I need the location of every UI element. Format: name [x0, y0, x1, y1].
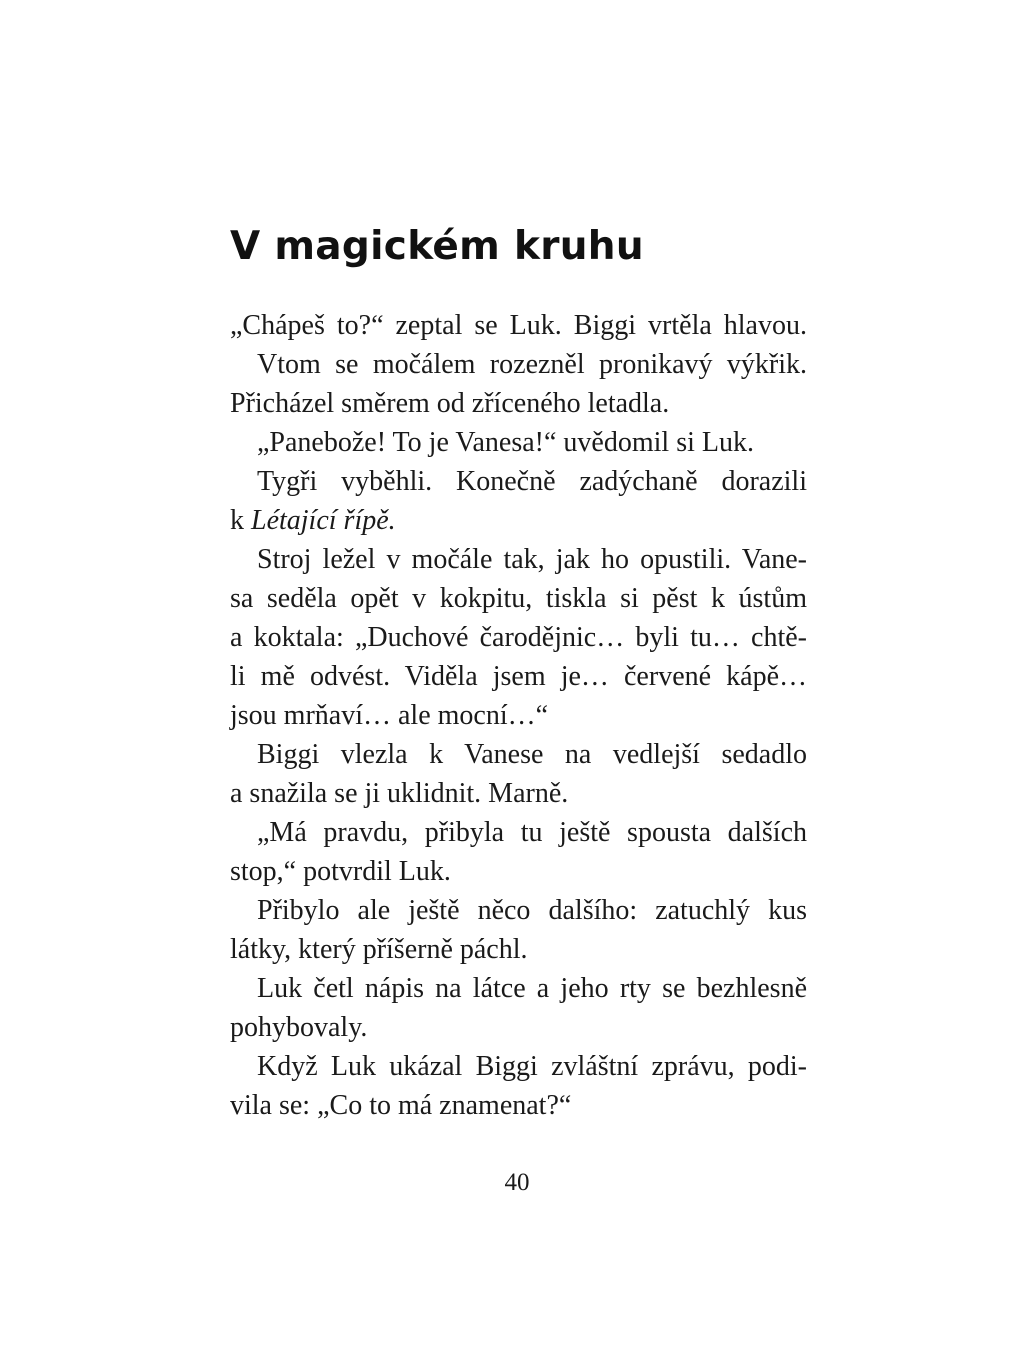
text-line: li mě odvést. Viděla jsem je… červené kápě… — [230, 661, 807, 692]
text-line: Když Luk ukázal Biggi zvláštní zprávu, podi- — [257, 1051, 807, 1082]
text-line: Tygři vyběhli. Konečně zadýchaně dorazili — [257, 466, 807, 497]
text-line: Biggi vlezla k Vanese na vedlejší sedadlo — [257, 739, 807, 770]
text-line: Vtom se močálem rozezněl pronikavý výkřik. — [257, 349, 807, 380]
book-title-italic: Létající řípě. — [251, 505, 396, 536]
text-line: látky, který příšerně páchl. — [230, 934, 528, 965]
text-line: „Chápeš to?“ zeptal se Luk. Biggi vrtěla hlavou. — [230, 310, 807, 341]
text-fragment: k — [230, 505, 251, 536]
text-line: Stroj ležel v močále tak, jak ho opustili. Vane- — [257, 544, 807, 575]
text-line: Přibylo ale ještě něco dalšího: zatuchlý kus — [257, 895, 807, 926]
text-line: sa seděla opět v kokpitu, tiskla si pěst k ústům — [230, 583, 807, 614]
text-line: Luk četl nápis na látce a jeho rty se bezhlesně — [257, 973, 807, 1004]
text-line: vila se: „Co to má znamenat?“ — [230, 1090, 572, 1121]
text-line: „Má pravdu, přibyla tu ještě spousta dalších — [257, 817, 807, 848]
text-line: jsou mrňaví… ale mocní…“ — [230, 700, 549, 731]
chapter-title: V magickém kruhu — [230, 224, 644, 269]
chapter-body — [230, 306, 807, 1125]
text-line: „Panebože! To je Vanesa!“ uvědomil si Luk. — [257, 427, 754, 458]
text-line: Přicházel směrem od zříceného letadla. — [230, 388, 670, 419]
text-line: a snažila se ji uklidnit. Marně. — [230, 778, 569, 809]
text-line — [230, 501, 807, 540]
page-number: 40 — [504, 1169, 530, 1196]
text-line: pohybovaly. — [230, 1012, 368, 1043]
text-line: stop,“ potvrdil Luk. — [230, 856, 451, 887]
text-line: a koktala: „Duchové čarodějnic… byli tu… chtě- — [230, 622, 807, 653]
